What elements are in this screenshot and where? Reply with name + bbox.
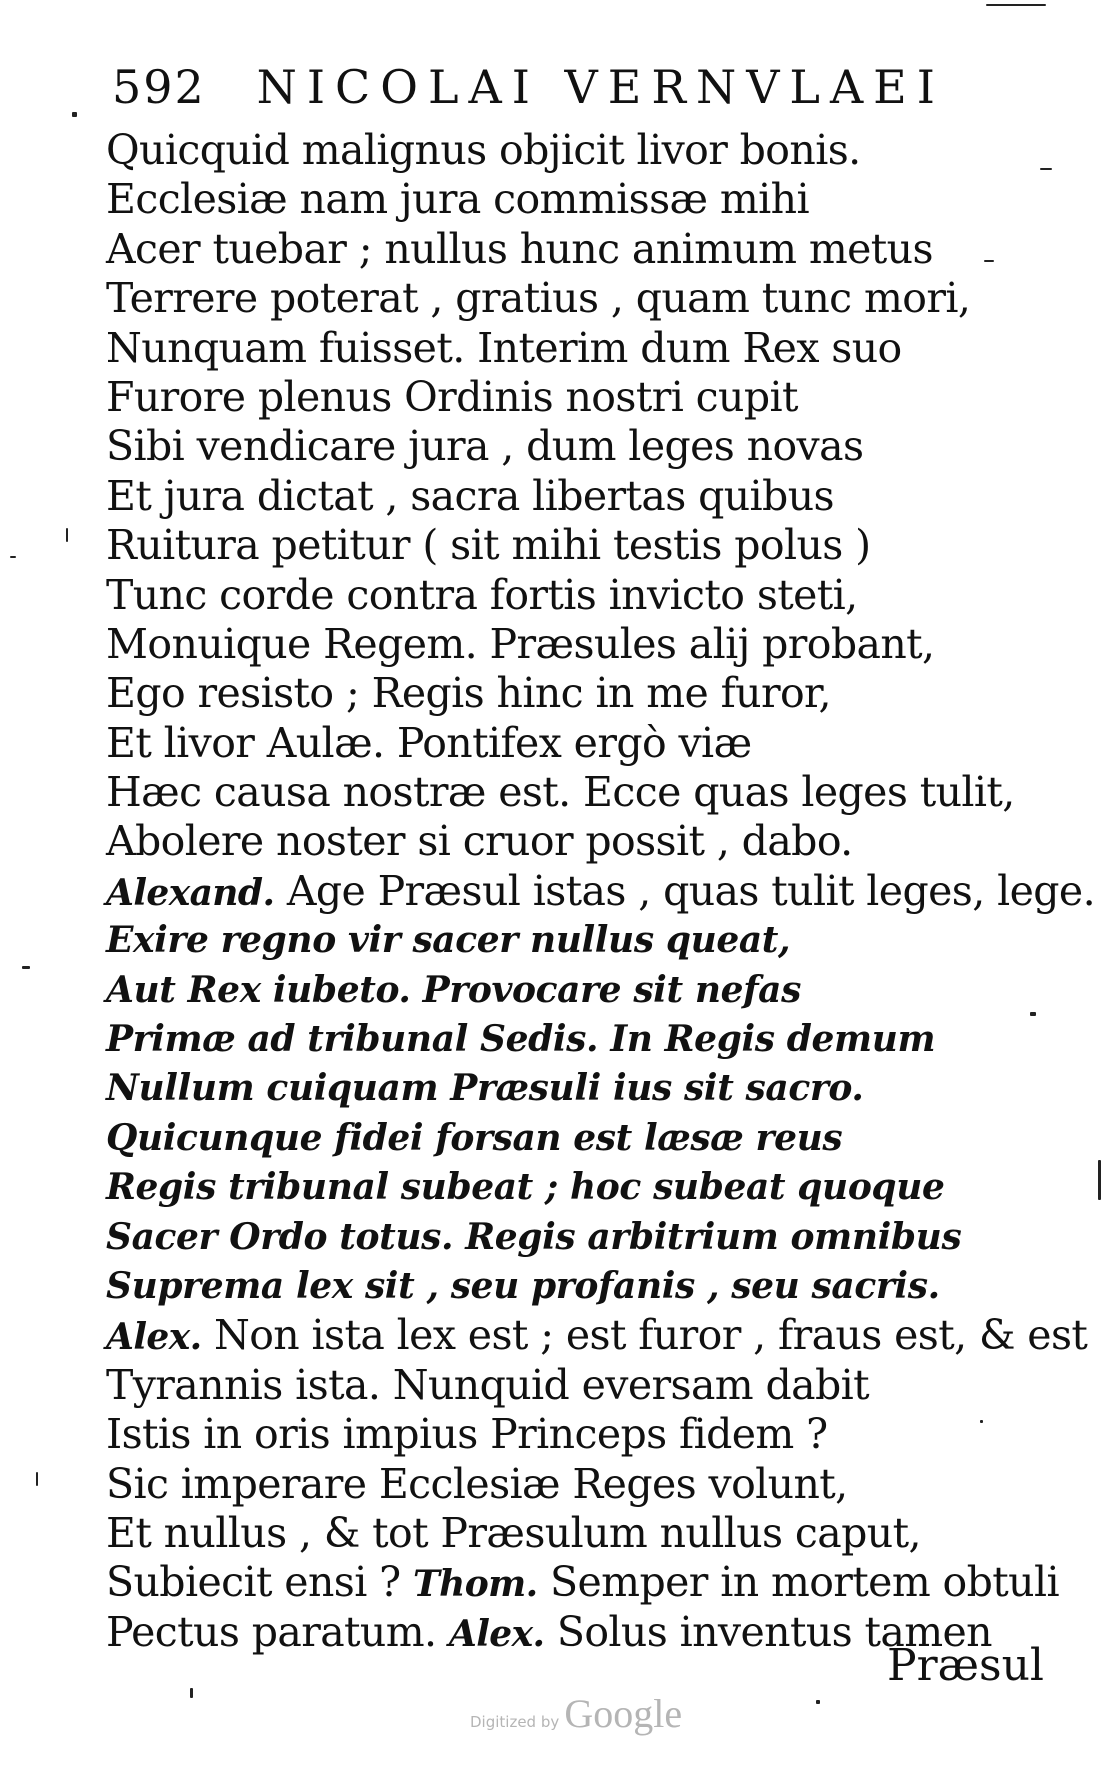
verse-line: Nunquam fuisset. Interim dum Rex suo bbox=[106, 323, 902, 372]
speech-text: Solus inventus tamen bbox=[544, 1607, 992, 1656]
verse-line: Istis in oris impius Princeps fidem ? bbox=[106, 1410, 828, 1459]
scan-mark bbox=[36, 1472, 38, 1486]
scan-mark bbox=[72, 112, 77, 117]
verse-text bbox=[106, 126, 1095, 1657]
scan-mark bbox=[66, 528, 68, 542]
verse-line-alex-2 bbox=[106, 1608, 1006, 1657]
digitized-prefix: Digitized by bbox=[470, 1713, 560, 1731]
page-number: 592 bbox=[112, 60, 206, 114]
scan-mark bbox=[10, 556, 16, 558]
verse-line: Et jura dictat , sacra libertas quibus bbox=[106, 471, 834, 520]
verse-line: Hæc causa nostræ est. Ecce quas leges tulit, bbox=[106, 768, 1015, 817]
speech-text: Subiecit ensi ? bbox=[106, 1558, 413, 1607]
decree-line: Nullum cuiquam Præsuli ius sit sacro. bbox=[106, 1067, 864, 1110]
scan-mark bbox=[1030, 1012, 1036, 1016]
speech-text: Non ista lex est ; est furor , fraus est, & est bbox=[201, 1311, 1088, 1360]
digitized-watermark bbox=[470, 1690, 682, 1737]
running-title: NICOLAI VERNVLAEI bbox=[256, 60, 945, 114]
verse-line: Ego resisto ; Regis hinc in me furor, bbox=[106, 669, 831, 718]
decree-line: Primæ ad tribunal Sedis. In Regis demum bbox=[106, 1018, 936, 1061]
google-logo: Google bbox=[564, 1691, 683, 1736]
verse-line: Terrere poterat , gratius , quam tunc mori, bbox=[106, 274, 971, 323]
page-header bbox=[112, 60, 945, 120]
verse-line: Et nullus , & tot Præsulum nullus caput, bbox=[106, 1508, 921, 1557]
verse-line: Tyrannis ista. Nunquid eversam dabit bbox=[106, 1360, 870, 1409]
verse-line-alexand bbox=[106, 866, 1095, 916]
scan-mark bbox=[816, 1700, 820, 1704]
verse-line-thom bbox=[106, 1558, 1059, 1607]
scan-mark bbox=[190, 1688, 193, 1698]
verse-line: Ruitura petitur ( sit mihi testis polus ) bbox=[106, 521, 871, 570]
catchword: Præsul bbox=[887, 1640, 1044, 1691]
speaker-alex: Alex. bbox=[448, 1612, 545, 1655]
speaker-alexand: Alexand. bbox=[106, 871, 275, 914]
decree-line: Aut Rex iubeto. Provocare sit nefas bbox=[106, 968, 801, 1011]
speech-text: Semper in mortem obtuli bbox=[537, 1558, 1059, 1607]
verse-line: Et livor Aulæ. Pontifex ergò viæ bbox=[106, 718, 752, 767]
decree-line: Quicunque fidei forsan est læsæ reus bbox=[106, 1116, 843, 1159]
decree-line: Suprema lex sit , seu profanis , seu sacris. bbox=[106, 1264, 940, 1307]
verse-line: Tunc corde contra fortis invicto steti, bbox=[106, 570, 858, 619]
speaker-thom: Thom. bbox=[412, 1563, 538, 1606]
decree-line: Exire regno vir sacer nullus queat, bbox=[106, 919, 791, 962]
verse-line: Furore plenus Ordinis nostri cupit bbox=[106, 372, 798, 421]
scan-mark bbox=[22, 966, 30, 969]
decree-line: Sacer Ordo totus. Regis arbitrium omnibus bbox=[106, 1215, 962, 1258]
verse-line-alex bbox=[106, 1311, 1088, 1360]
scan-mark bbox=[980, 1420, 983, 1423]
scan-mark bbox=[986, 4, 1046, 6]
speech-text: Age Præsul istas , quas tulit leges, lege. bbox=[274, 866, 1095, 915]
scan-mark bbox=[984, 260, 994, 262]
verse-line: Sic imperare Ecclesiæ Reges volunt, bbox=[106, 1459, 848, 1508]
verse-line: Sibi vendicare jura , dum leges novas bbox=[106, 422, 864, 471]
scan-mark bbox=[1040, 168, 1052, 170]
verse-line: Quicquid malignus objicit livor bonis. bbox=[106, 126, 861, 174]
verse-line: Ecclesiæ nam jura commissæ mihi bbox=[106, 175, 809, 224]
verse-line: Abolere noster si cruor possit , dabo. bbox=[106, 817, 853, 866]
speech-text: Pectus paratum. bbox=[106, 1607, 449, 1656]
speaker-alex: Alex. bbox=[106, 1316, 202, 1359]
decree-line: Regis tribunal subeat ; hoc subeat quoque bbox=[106, 1166, 945, 1209]
scan-mark bbox=[1098, 1160, 1101, 1200]
verse-line: Monuique Regem. Præsules alij probant, bbox=[106, 619, 935, 668]
verse-line: Acer tuebar ; nullus hunc animum metus bbox=[106, 224, 933, 273]
